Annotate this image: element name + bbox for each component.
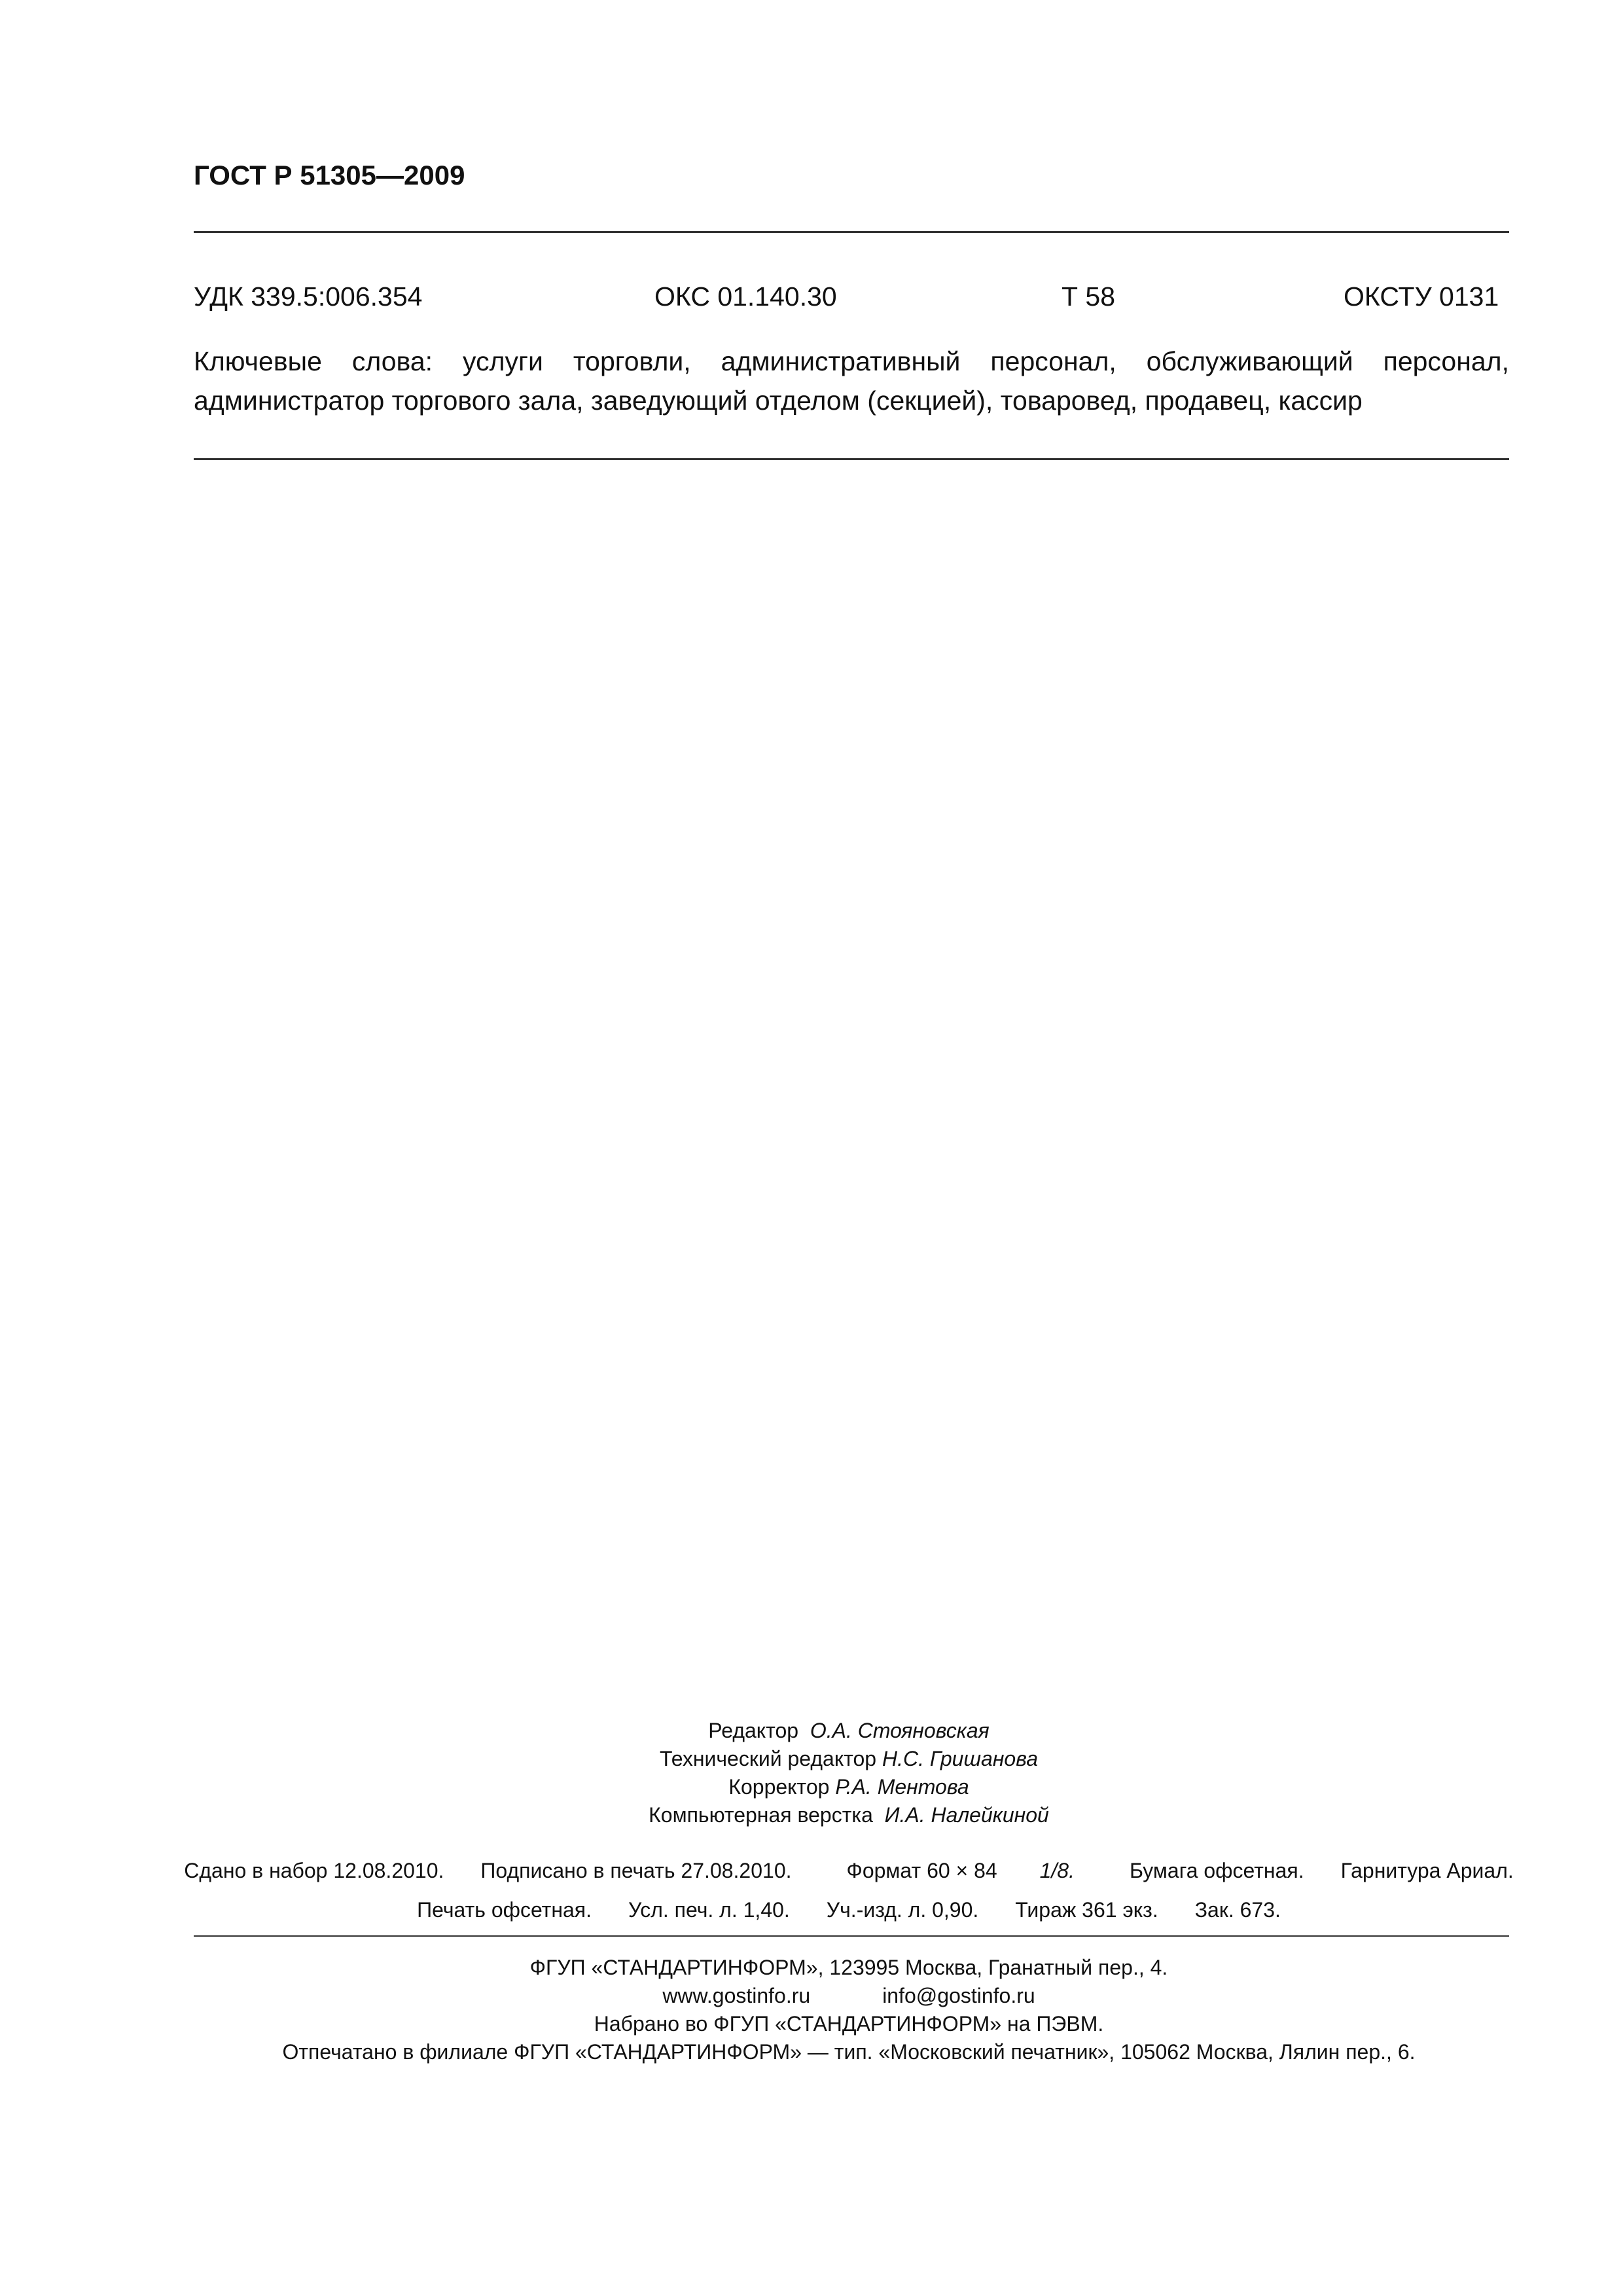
staff-editor: [0, 1719, 1623, 1743]
typeface: Гарнитура Ариал.: [1340, 1859, 1514, 1882]
document-code: ГОСТ Р 51305—2009: [194, 160, 465, 190]
order-number: Зак. 673.: [1194, 1898, 1281, 1922]
udk-code: УДК 339.5:006.354: [194, 281, 423, 312]
printed-info: Отпечатано в филиале ФГУП «СТАНДАРТИНФОРМ» — тип. «Московский печатник», 105062 Москва, Лялин пер., 6.: [282, 2040, 1416, 2064]
staff-layout: [0, 1803, 1623, 1827]
paper-type: Бумага офсетная.: [1129, 1859, 1304, 1882]
oks-code: ОКС 01.140.30: [654, 281, 837, 312]
okstu-code: ОКСТУ 0131: [1344, 281, 1499, 312]
website-link[interactable]: www.gostinfo.ru: [662, 1984, 811, 2007]
signed-date: Подписано в печать 27.08.2010.: [480, 1859, 792, 1882]
publisher-rule: [194, 1935, 1509, 1937]
layout-name: И.А. Налейкиной: [884, 1803, 1049, 1827]
staff-tech-editor: [0, 1747, 1623, 1771]
format-label: Формат 60 × 84: [846, 1859, 997, 1882]
typeset-info: Набрано во ФГУП «СТАНДАРТИНФОРМ» на ПЭВМ.: [594, 2012, 1104, 2036]
format-fraction: 1/8.: [1039, 1859, 1075, 1882]
top-rule: [194, 231, 1509, 233]
keywords: Ключевые слова: услуги торговли, административный персонал, обслуживающий персонал, администратор торгового зала, заведующий отделом (секцией), товаровед, продавец, кассир: [194, 346, 1509, 416]
editor-label: Редактор: [708, 1719, 799, 1742]
editor-name: О.А. Стояновская: [810, 1719, 990, 1742]
format: [829, 1859, 1093, 1883]
corrector-name: Р.А. Ментова: [835, 1775, 969, 1799]
submitted-date: Сдано в набор 12.08.2010.: [184, 1859, 444, 1882]
publisher-address: ФГУП «СТАНДАРТИНФОРМ», 123995 Москва, Гранатный пер., 4.: [529, 1956, 1168, 1979]
print-info-row-1: [0, 1859, 1623, 1883]
keywords-rule: [194, 458, 1509, 460]
publisher-contacts: [0, 1984, 1623, 2008]
print-sheets: Усл. печ. л. 1,40.: [628, 1898, 790, 1922]
tech-editor-name: Н.С. Гришанова: [882, 1747, 1039, 1770]
publication-sheets: Уч.-изд. л. 0,90.: [826, 1898, 979, 1922]
tech-editor-label: Технический редактор: [659, 1747, 877, 1770]
staff-corrector: [0, 1775, 1623, 1799]
email-link[interactable]: info@gostinfo.ru: [882, 1984, 1035, 2007]
print-type: Печать офсетная.: [417, 1898, 592, 1922]
t-code: Т 58: [1061, 281, 1116, 312]
corrector-label: Корректор: [728, 1775, 830, 1799]
layout-label: Компьютерная верстка: [649, 1803, 873, 1827]
print-info-row-2: [0, 1898, 1623, 1922]
circulation: Тираж 361 экз.: [1015, 1898, 1158, 1922]
